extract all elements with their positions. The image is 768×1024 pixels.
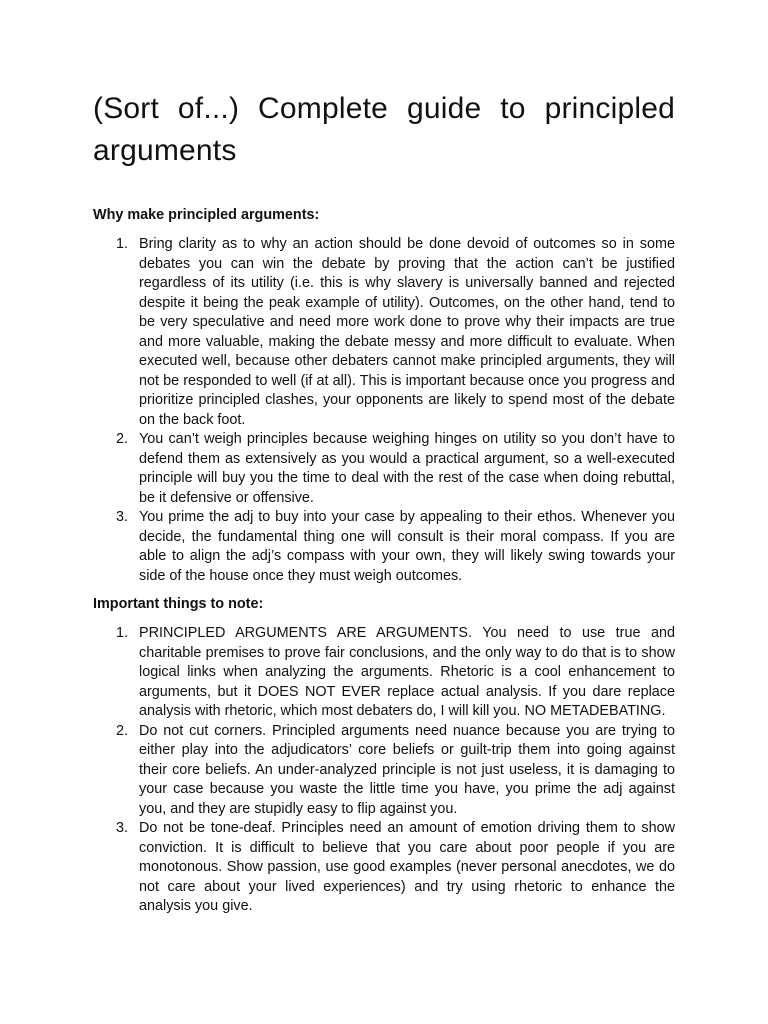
list-item	[93, 624, 675, 722]
list-number: 1.	[116, 236, 129, 252]
list-item	[93, 508, 675, 586]
list-item-text: Bring clarity as to why an action should be done devoid of outcomes so in some debates you can win the debate by proving that the action can’t be justified regardless of its utility (i.e. this is why slavery is universally banned and rejected despite it being the peak example of utility). Outcomes, on the other hand, tend to be very speculative and need more work done to prove why their impacts are true and more valuable, making the debate messy and more difficult to evaluate. When executed well, because other debaters cannot make principled arguments, they will not be responded to well (if at all). This is important because once you progress and prioritize principled clashes, your opponents are likely to spend most of the debate on the back foot.	[139, 236, 675, 428]
why-list	[93, 235, 675, 586]
notes-list	[93, 624, 675, 917]
list-item-text: PRINCIPLED ARGUMENTS ARE ARGUMENTS. You need to use true and charitable premises to prove fair conclusions, and the only way to do that is to show logical links when analyzing the arguments. Rhetoric is a cool enhancement to arguments, but it DOES NOT EVER replace actual analysis. If you dare replace analysis with rhetoric, which most debaters do, I will kill you. NO METADEBATING.	[139, 625, 675, 719]
list-item	[93, 430, 675, 508]
list-item-text: You can’t weigh principles because weighing hinges on utility so you don’t have to defend them as extensively as you would a practical argument, so a well-executed principle will buy you the time to deal with the rest of the case when doing rebuttal, be it defensive or offensive.	[139, 431, 675, 506]
section-heading-notes: Important things to note:	[93, 596, 264, 612]
document-title: (Sort of...) Complete guide to principled arguments	[93, 92, 675, 167]
list-item	[93, 235, 675, 430]
section-heading-why: Why make principled arguments:	[93, 207, 320, 223]
list-item-text: Do not be tone-deaf. Principles need an amount of emotion driving them to show conviction. It is difficult to believe that you care about poor people if you are monotonous. Show passion, use good examples (never personal anecdotes, we do not care about your lived experiences) and try using rhetoric to enhance the analysis you give.	[139, 820, 675, 914]
list-number: 1.	[116, 625, 129, 641]
list-number: 2.	[116, 722, 129, 739]
list-number: 3.	[116, 820, 129, 836]
list-item-text: Do not cut corners. Principled arguments need nuance because you are trying to either play into the adjudicators’ core beliefs or guilt-trip them into going against their core beliefs. An under-analyzed principle is not just useless, it is damaging to your case because you waste the little time you have, you prime the adj against you, and they are stupidly easy to flip against you.	[139, 722, 675, 817]
document-page	[93, 88, 675, 917]
list-item-text: You prime the adj to buy into your case by appealing to their ethos. Whenever you decide, the fundamental thing one will consult is their moral compass. If you are able to align the adj’s compass with your own, they will likely swing towards your side of the house once they must weigh outcomes.	[139, 509, 675, 584]
list-number: 3.	[116, 509, 129, 525]
list-item	[93, 819, 675, 917]
list-item	[93, 722, 675, 820]
list-number: 2.	[116, 431, 129, 447]
